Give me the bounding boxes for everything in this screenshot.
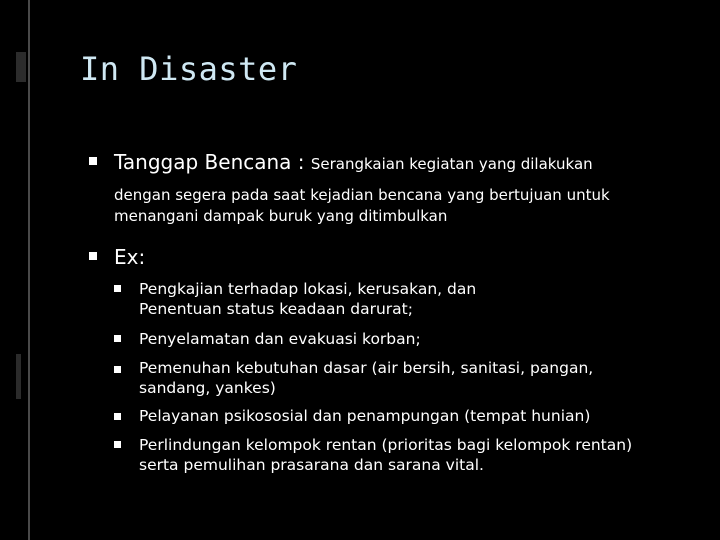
square-bullet-icon [89, 157, 97, 165]
square-bullet-icon [114, 335, 121, 342]
point-term: Tanggap Bencana : [114, 150, 311, 174]
left-accent-block [16, 52, 26, 82]
subpoint-item: Pengkajian terhadap lokasi, kerusakan, dan Penentuan status keadaan darurat; [139, 280, 477, 318]
square-bullet-icon [114, 413, 121, 420]
square-bullet-icon [114, 285, 121, 292]
point-definition-continued: dengan segera pada saat kejadian bencana yang bertujuan untuk menangani dampak buruk yang ditimbulkan [114, 186, 610, 225]
subpoint-item: Pemenuhan kebutuhan dasar (air bersih, sanitasi, pangan, sandang, yankes) [139, 359, 594, 397]
square-bullet-icon [114, 441, 121, 448]
subpoint-item: Penyelamatan dan evakuasi korban; [139, 330, 421, 348]
subpoint-item: Pelayanan psikososial dan penampungan (tempat hunian) [139, 407, 591, 425]
point-tanggap-bencana [114, 150, 674, 176]
point-definition-start: Serangkaian kegiatan yang dilakukan [310, 155, 593, 173]
subpoint-item: Perlindungan kelompok rentan (prioritas bagi kelompok rentan) serta pemulihan prasarana dan sarana vital. [139, 436, 633, 474]
left-border-line [28, 0, 30, 540]
left-accent-block-lower [16, 354, 21, 399]
point-examples: Ex: [114, 245, 146, 269]
square-bullet-icon [114, 366, 121, 373]
square-bullet-icon [89, 252, 97, 260]
slide-title: In Disaster [80, 50, 298, 88]
